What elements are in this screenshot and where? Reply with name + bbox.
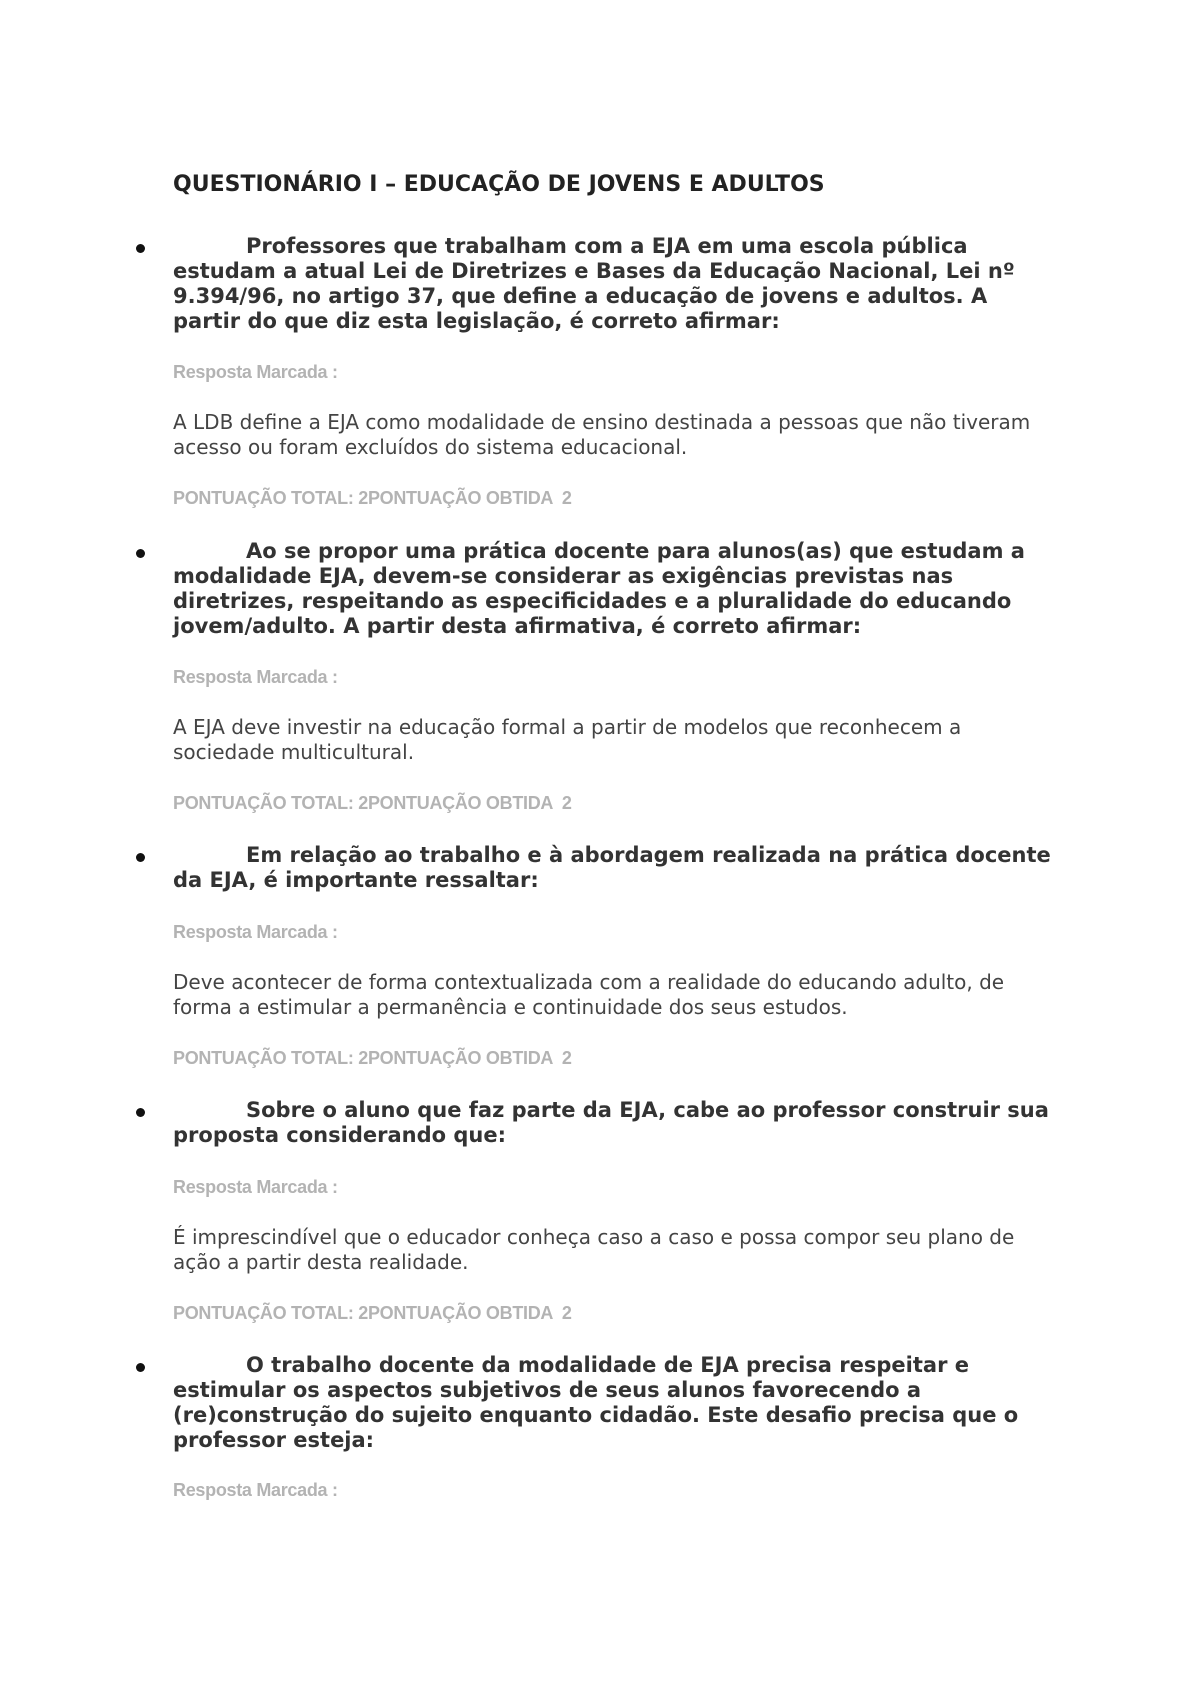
answer-text: Deve acontecer de forma contextualizada com a realidade do educando adulto, de forma a estimular a permanência e continuidade dos seus estudos.: [173, 970, 1005, 1019]
answer-text: É imprescindível que o educador conheça caso a caso e possa compor seu plano de ação a partir desta realidade.: [173, 1225, 1015, 1274]
score-total: PONTUAÇÃO TOTAL: 2: [173, 488, 368, 508]
question-text: Professores que trabalham com a EJA em uma escola pública estudam a atual Lei de Diretrizes e Bases da Educação Nacional, Lei nº 9.394/96, no artigo 37, que define a educação de jovens e adultos. A partir do que diz esta legislação, é correto afirmar:: [173, 234, 1015, 333]
score-line: [173, 487, 572, 509]
question-text: Ao se propor uma prática docente para alunos(as) que estudam a modalidade EJA, devem-se considerar as exigências previstas nas diretrizes, respeitando as especificidades e a pluralidade do educando jovem/adulto. A partir desta afirmativa, é correto afirmar:: [173, 539, 1025, 638]
document-title: QUESTIONÁRIO I – EDUCAÇÃO DE JOVENS E ADULTOS: [173, 172, 825, 197]
bullet-icon: [136, 549, 145, 558]
bullet-icon: [136, 1108, 145, 1117]
answer-text: A EJA deve investir na educação formal a partir de modelos que reconhecem a sociedade multicultural.: [173, 715, 962, 764]
bullet-icon: [136, 853, 145, 862]
bullet-icon: [136, 1363, 145, 1372]
response-label: Resposta Marcada :: [173, 362, 338, 382]
score-total: PONTUAÇÃO TOTAL: 2: [173, 1303, 368, 1323]
question-text: Sobre o aluno que faz parte da EJA, cabe ao professor construir sua proposta considerando que:: [173, 1098, 1049, 1147]
score-obtained: PONTUAÇÃO OBTIDA 2: [367, 488, 572, 508]
response-label: Resposta Marcada :: [173, 922, 338, 942]
score-line: [173, 1302, 572, 1324]
response-label: Resposta Marcada :: [173, 1177, 338, 1197]
question-text: O trabalho docente da modalidade de EJA precisa respeitar e estimular os aspectos subjetivos de seus alunos favorecendo a (re)construção do sujeito enquanto cidadão. Este desafio precisa que o professor esteja:: [173, 1353, 1019, 1452]
question-text: Em relação ao trabalho e à abordagem realizada na prática docente da EJA, é importante ressaltar:: [173, 843, 1051, 892]
score-line: [173, 1047, 572, 1069]
answer-text: A LDB define a EJA como modalidade de ensino destinada a pessoas que não tiveram acesso ou foram excluídos do sistema educacional.: [173, 410, 1031, 459]
response-label: Resposta Marcada :: [173, 1480, 338, 1500]
score-total: PONTUAÇÃO TOTAL: 2: [173, 793, 368, 813]
bullet-icon: [136, 244, 145, 253]
score-obtained: PONTUAÇÃO OBTIDA 2: [367, 1303, 572, 1323]
score-obtained: PONTUAÇÃO OBTIDA 2: [367, 1048, 572, 1068]
score-line: [173, 792, 572, 814]
score-total: PONTUAÇÃO TOTAL: 2: [173, 1048, 368, 1068]
response-label: Resposta Marcada :: [173, 667, 338, 687]
score-obtained: PONTUAÇÃO OBTIDA 2: [367, 793, 572, 813]
